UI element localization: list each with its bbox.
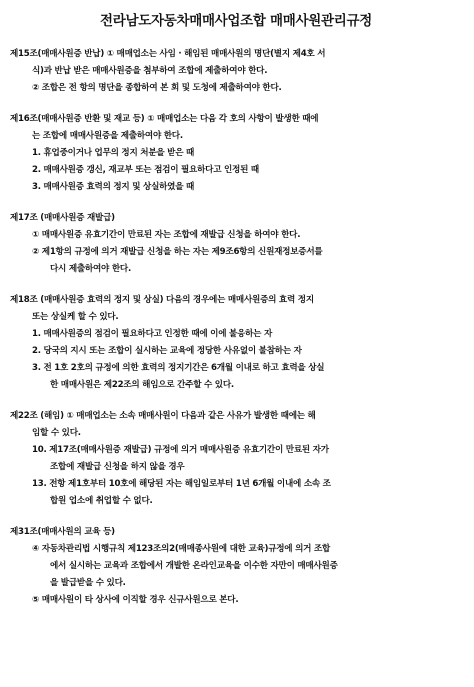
article-item-continuation: 조합에 재발급 신청을 하지 않을 경우 [50,462,185,472]
article-item: ① 매매사원증 유효기간이 만료된 자는 조합에 재발급 신청을 하여야 한다. [32,230,301,240]
article-heading-continuation: 임할 수 있다. [32,428,81,438]
article-15 [10,46,462,97]
article-16 [10,111,462,196]
article-item: 3. 전 1호 2호의 규정에 의한 효력의 정지기간은 6개월 이내로 하고 효력을 상실 [32,363,325,373]
article-item: ⑤ 매매사원이 타 상사에 이직할 경우 신규사원으로 본다. [32,595,239,605]
article-item-continuation: 에서 실시하는 교육과 조합에서 개발한 온라인교육을 이수한 자만이 매매사원증 [50,561,338,571]
article-item: 2. 당국의 지시 또는 조합이 실시하는 교육에 정당한 사유없이 불참하는 자 [32,346,302,356]
article-17 [10,210,462,278]
article-18 [10,292,462,394]
article-item: 13. 전항 제1호부터 10호에 해당된 자는 해임일로부터 1년 6개월 이내에 소속 조 [32,479,331,489]
article-item: 10. 제17조(매매사원증 재발급) 규정에 의거 매매사원증 유효기간이 만료된 자가 [32,445,329,455]
article-heading-continuation: 식)과 반납 받은 매매사원증을 첨부하여 조합에 제출하여야 한다. [32,66,268,76]
article-item-continuation: 한 매매사원은 제22조의 해임으로 간주할 수 있다. [50,380,234,390]
article-31 [10,524,462,609]
article-item: 1. 매매사원증의 점검이 필요하다고 인정한 때에 이에 불응하는 자 [32,329,273,339]
article-heading: 제15조(매매사원증 반납) ① 매매업소는 사임 · 해임된 매매사원의 명단(별지 제4호 서 [10,49,326,59]
article-item-continuation: 다시 제출하여야 한다. [50,264,131,274]
article-item-continuation: 합원 업소에 취업할 수 없다. [50,496,153,506]
article-heading: 제16조(매매사원증 반환 및 재교 등) ① 매매업소는 다음 각 호의 사항이 발생한 때에 [10,114,319,124]
article-heading: 제22조 (해임) ① 매매업소는 소속 매매사원이 다음과 같은 사유가 발생한 때에는 해 [10,411,316,421]
article-heading-continuation: 는 조합에 매매사원증을 제출하여야 한다. [32,131,183,141]
document-title: 전라남도자동차매매사업조합 매매사원관리규정 [100,13,372,29]
article-item: ② 제1항의 규정에 의거 재발급 신청을 하는 자는 제9조6항의 신원재정보증서를 [32,247,323,257]
article-heading: 제17조 (매매사원증 재발급) [10,213,115,223]
article-item: 2. 매매사원증 갱신, 재교부 또는 점검이 필요하다고 인정된 때 [32,165,259,175]
article-item: 3. 매매사원증 효력의 정지 및 상실하였을 때 [32,182,195,192]
article-item-continuation: 을 발급받을 수 있다. [50,578,126,588]
article-heading-continuation: 또는 상실케 할 수 있다. [32,312,119,322]
article-heading: 제31조(매매사원의 교육 등) [10,527,115,537]
article-22 [10,408,462,510]
article-heading: 제18조 (매매사원증 효력의 정지 및 상실) 다음의 경우에는 매매사원증의 효력 정지 [10,295,314,305]
article-item: 1. 휴업중이거나 업무의 정지 처분을 받은 때 [32,148,195,158]
article-item: ④ 자동차관리법 시행규칙 제123조의2(매매종사원에 대한 교육)규정에 의거 조합 [32,544,331,554]
article-item: ② 조합은 전 항의 명단을 종합하여 본 회 및 도청에 제출하여야 한다. [32,83,282,93]
